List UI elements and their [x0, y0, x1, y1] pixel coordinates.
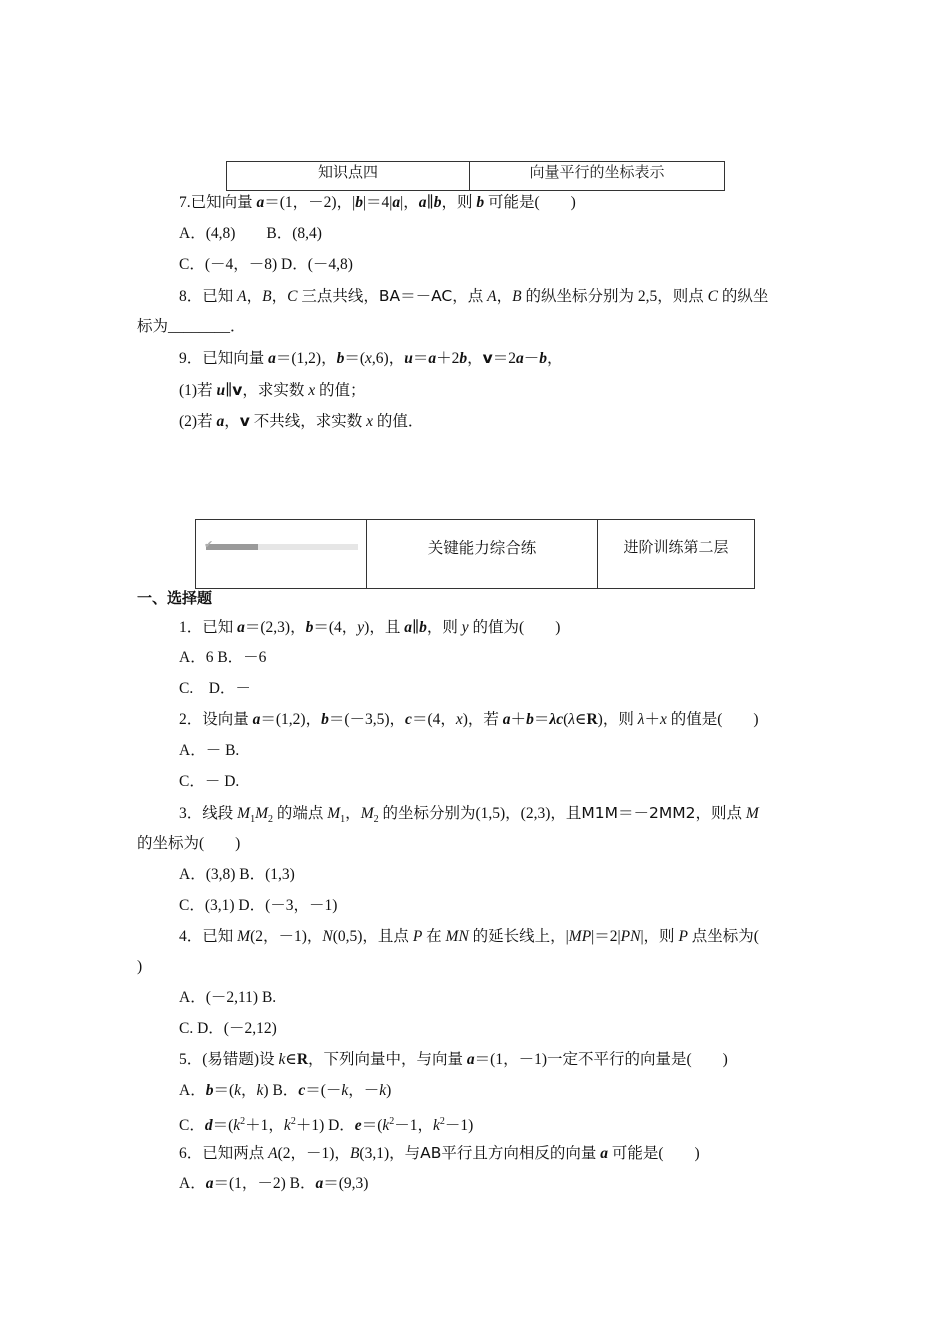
c1-stem: 1．已知 a＝(2,3)，b＝(4，y)，且 a∥b，则 y 的值为( ) — [179, 619, 561, 636]
c3-options-cd: C．(3,1) D．(－3，－1) — [179, 897, 338, 914]
c4-stem-cont: ) — [137, 958, 143, 975]
check-icon: ✔ — [204, 538, 214, 551]
q9-part2: (2)若 a，v 不共线，求实数 x 的值． — [179, 412, 424, 430]
c1-options-ab: A．6 B．－6 — [179, 649, 267, 666]
q9-part1: (1)若 u∥v，求实数 x 的值； — [179, 381, 366, 399]
banner-level: 进阶训练第二层 — [623, 540, 729, 556]
q7-options-ab: A．(4,8) B．(8,4) — [179, 225, 322, 242]
c4-options-cd: C. D．(－2,12) — [179, 1020, 277, 1037]
c6-options-ab: A．a＝(1，－2) B．a＝(9,3) — [179, 1175, 369, 1192]
progress-fill — [206, 544, 258, 550]
c3-options-ab: A．(3,8) B．(1,3) — [179, 866, 295, 883]
c3-stem-cont: 的坐标为( ) — [137, 835, 241, 852]
c1-options-cd: C. D．－ — [179, 680, 251, 697]
c4-stem: 4．已知 M(2，－1)，N(0,5)，且点 P 在 MN 的延长线上，|MP|＝2|PN|，则 P 点坐标为( — [179, 928, 759, 945]
q7-stem: 7.已知向量 a＝(1，－2)，|b|＝4|a|，a∥b，则 b 可能是( ) — [179, 194, 576, 211]
knowledge-point-label: 知识点四 — [227, 162, 470, 190]
progress-decoration — [196, 520, 367, 588]
c2-options-cd: C．－ D. — [179, 773, 240, 790]
banner-title: 关键能力综合练 — [367, 520, 598, 588]
q8-stem: 8．已知 A，B，C 三点共线，BA＝－AC，点 A，B 的纵坐标分别为 2,5，则点 C 的纵坐 — [179, 287, 769, 305]
ability-practice-banner — [195, 519, 755, 589]
c5-stem: 5．(易错题)设 k∈R，下列向量中，与向量 a＝(1，－1)一定不平行的向量是( ) — [179, 1051, 728, 1068]
c5-options-cd: C．$d=(k^2+1$，$k^2+1$) D．$e=(k^2-1$，$k^2-1$) — [179, 1116, 474, 1135]
q9-stem: 9．已知向量 a＝(1,2)，b＝(x,6)，u＝a＋2b，v＝2a－b， — [179, 349, 563, 367]
knowledge-point-topic: 向量平行的坐标表示 — [529, 163, 665, 181]
q8-stem-cont: 标为________． — [137, 318, 246, 335]
c4-options-ab: A．(－2,11) B. — [179, 989, 277, 1006]
c6-stem: 6．已知两点 A(2，－1)，B(3,1)，与AB平行且方向相反的向量 a 可能是( ) — [179, 1144, 700, 1162]
c5-options-ab: A．b＝(k，k) B．c＝(－k，－k) — [179, 1082, 392, 1099]
knowledge-point-header — [226, 161, 725, 191]
c2-stem: 2．设向量 a＝(1,2)，b＝(－3,5)，c＝(4，x)，若 a＋b＝λc(λ∈R)，则 λ＋x 的值是( ) — [179, 711, 759, 728]
c2-options-ab: A．－ B. — [179, 742, 240, 759]
q7-options-cd: C．(－4，－8) D．(－4,8) — [179, 256, 353, 273]
section-title: 一、选择题 — [137, 589, 213, 607]
c3-stem: 3．线段 $M_1M_2$ 的端点 $M_1$，$M_2$ 的坐标分别为(1,5)，(2,3)，且M1M＝－2MM2，则点 M — [179, 804, 759, 826]
